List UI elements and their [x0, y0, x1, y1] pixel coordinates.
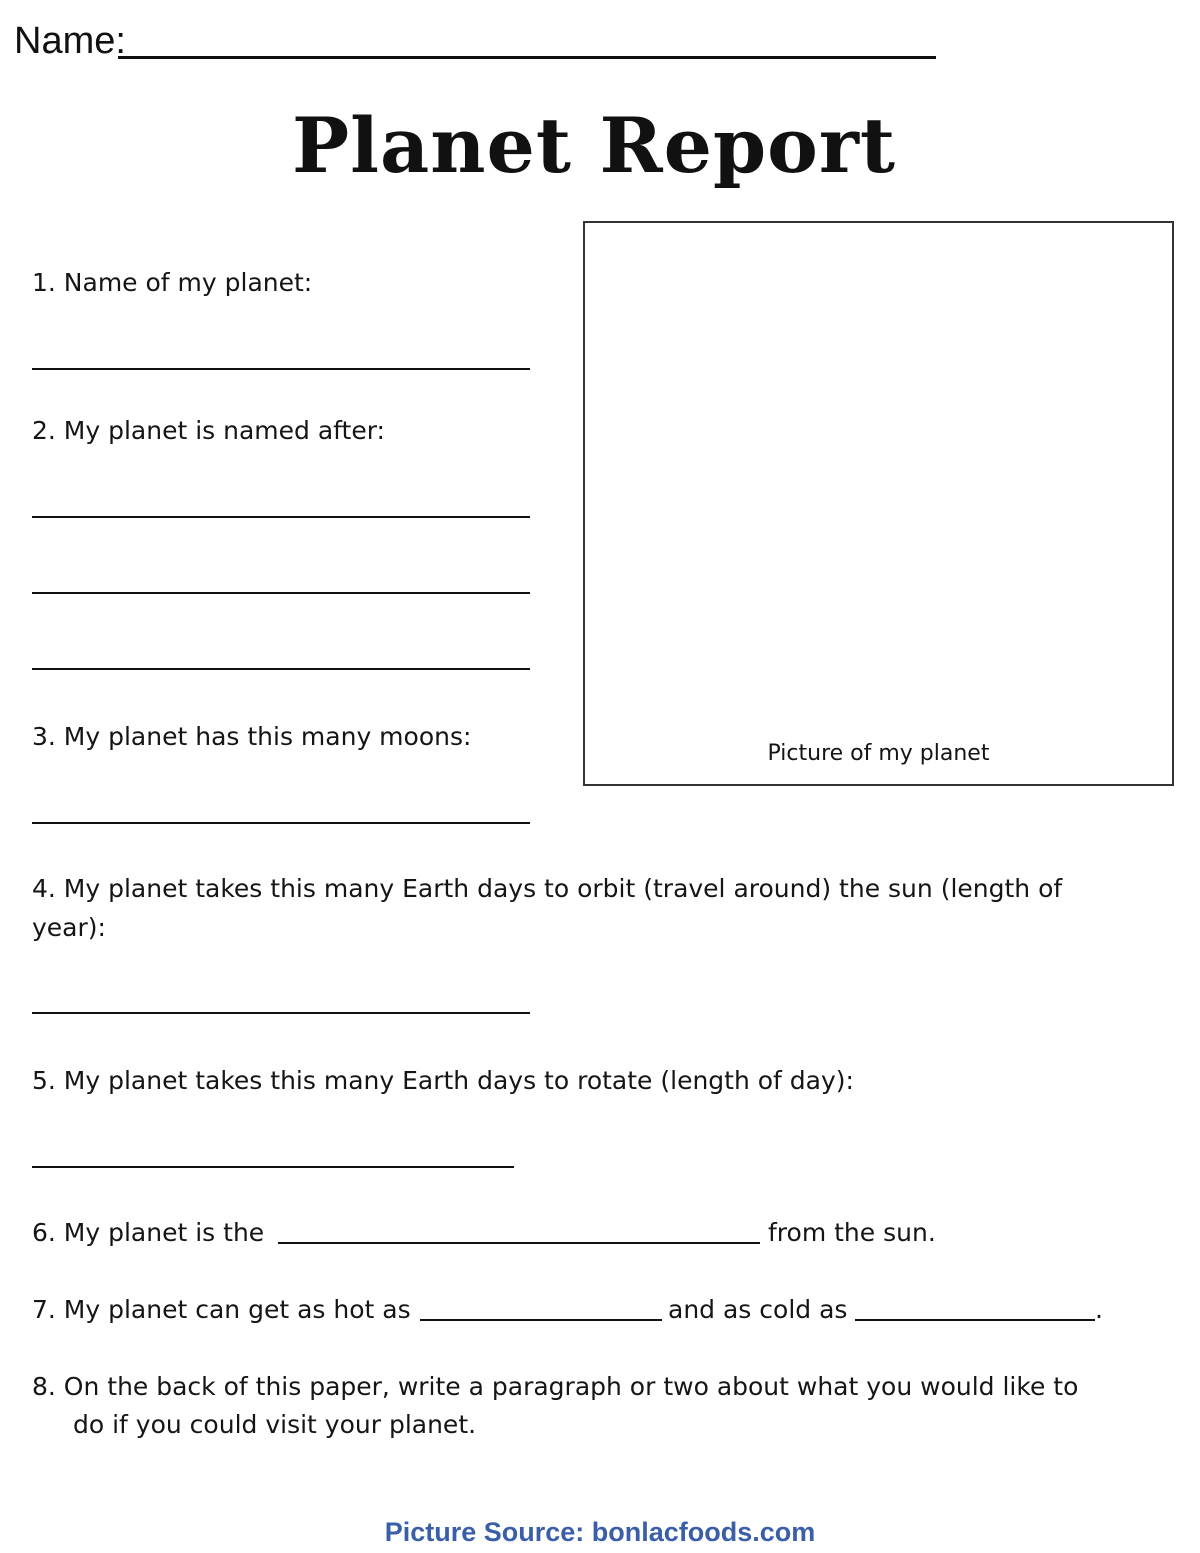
answer-blank-7-hot[interactable]: [420, 1319, 662, 1321]
answer-line-5[interactable]: [32, 1166, 514, 1168]
name-label: Name:: [14, 20, 126, 62]
answer-line-2a[interactable]: [32, 516, 530, 518]
picture-caption: Picture of my planet: [767, 741, 990, 766]
page-title: Planet Report: [292, 101, 896, 190]
question-8-line-2: do if you could visit your planet.: [73, 1410, 477, 1439]
question-8-line-1: 8. On the back of this paper, write a paragraph or two about what you would like to: [32, 1372, 1079, 1401]
question-2: 2. My planet is named after:: [32, 416, 385, 445]
answer-line-4[interactable]: [32, 1012, 530, 1014]
question-6-end: from the sun.: [768, 1218, 936, 1247]
question-7-start: 7. My planet can get as hot as: [32, 1295, 411, 1324]
answer-blank-7-cold[interactable]: [855, 1319, 1095, 1321]
answer-line-2b[interactable]: [32, 592, 530, 594]
picture-source-credit: Picture Source: bonlacfoods.com: [384, 1517, 816, 1547]
planet-picture-box[interactable]: [583, 221, 1174, 786]
question-6-start: 6. My planet is the: [32, 1218, 265, 1247]
question-3: 3. My planet has this many moons:: [32, 722, 472, 751]
question-7-period: .: [1095, 1295, 1103, 1324]
answer-line-3[interactable]: [32, 822, 530, 824]
answer-line-1[interactable]: [32, 368, 530, 370]
question-4-line-1: 4. My planet takes this many Earth days to orbit (travel around) the sun (length of: [32, 874, 1063, 903]
answer-blank-6[interactable]: [278, 1242, 760, 1244]
question-4-line-2: year):: [32, 913, 106, 942]
answer-line-2c[interactable]: [32, 668, 530, 670]
question-1: 1. Name of my planet:: [32, 268, 313, 297]
question-5: 5. My planet takes this many Earth days to rotate (length of day):: [32, 1066, 854, 1095]
name-blank-line[interactable]: [118, 56, 936, 59]
question-7-middle: and as cold as: [668, 1295, 848, 1324]
